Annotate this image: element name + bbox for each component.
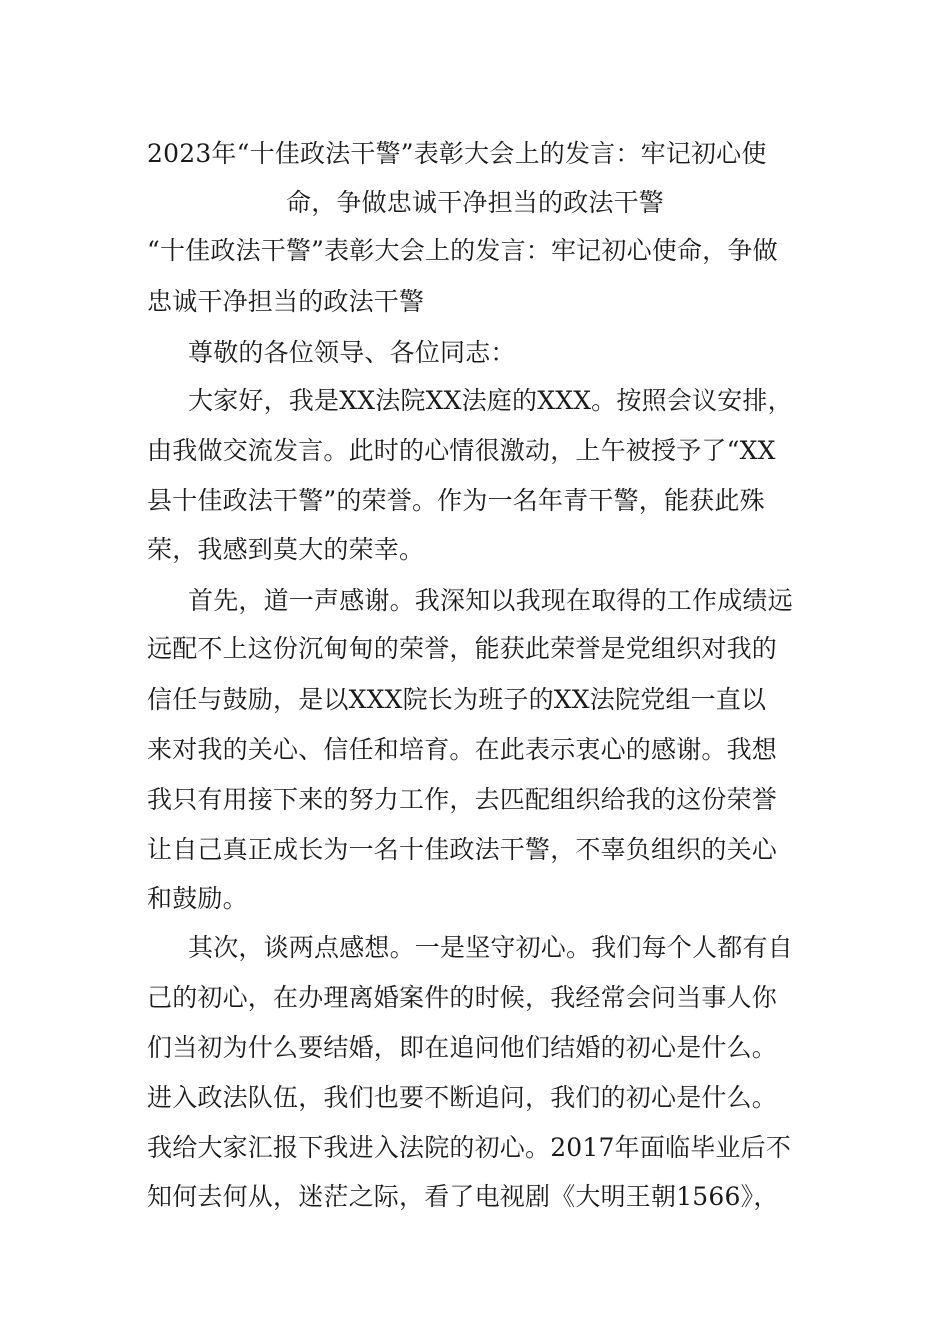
paragraph-3-line-6: 知何去何从，迷茫之际，看了电视剧《大明王朝1566》， — [147, 1182, 779, 1211]
paragraph-3-line-4: 进入政法队伍，我们也要不断追问，我们的初心是什么。 — [147, 1083, 778, 1112]
subtitle-line-1: “十佳政法干警”表彰大会上的发言：牢记初心使命，争做 — [147, 236, 778, 265]
paragraph-2-line-1: 首先，道一声感谢。我深知以我现在取得的工作成绩远 — [188, 586, 793, 615]
paragraph-3-line-3: 们当初为什么要结婚，即在追问他们结婚的初心是什么。 — [147, 1033, 778, 1062]
greeting: 尊敬的各位领导、各位同志： — [188, 338, 516, 367]
paragraph-3-line-2: 己的初心，在办理离婚案件的时候，我经常会问当事人你 — [147, 983, 778, 1012]
document-title-line-2: 命，争做忠诚干净担当的政法干警 — [286, 188, 665, 217]
document-title-line-1: 2023年“十佳政法干警”表彰大会上的发言：牢记初心使 — [147, 139, 767, 168]
paragraph-2-line-7: 和鼓励。 — [147, 884, 248, 913]
paragraph-1-line-2: 由我做交流发言。此时的心情很激动，上午被授予了“XX — [147, 436, 776, 465]
paragraph-2-line-6: 让自己真正成长为一名十佳政法干警，不辜负组织的关心 — [147, 835, 778, 864]
subtitle-line-2: 忠诚干净担当的政法干警 — [147, 287, 425, 316]
paragraph-1-line-3: 县十佳政法干警”的荣誉。作为一名年青干警，能获此殊 — [147, 486, 765, 515]
paragraph-3-line-5: 我给大家汇报下我进入法院的初心。2017年面临毕业后不 — [147, 1133, 792, 1162]
paragraph-2-line-4: 来对我的关心、信任和培育。在此表示衷心的感谢。我想 — [147, 735, 778, 764]
paragraph-2-line-5: 我只有用接下来的努力工作，去匹配组织给我的这份荣誉 — [147, 785, 778, 814]
paragraph-2-line-2: 远配不上这份沉甸甸的荣誉，能获此荣誉是党组织对我的 — [147, 634, 778, 663]
paragraph-2-line-3: 信任与鼓励，是以XXX院长为班子的XX法院党组一直以 — [147, 685, 767, 714]
paragraph-1-line-4: 荣，我感到莫大的荣幸。 — [147, 535, 425, 564]
paragraph-3-line-1: 其次，谈两点感想。一是坚守初心。我们每个人都有自 — [188, 933, 793, 962]
paragraph-1-line-1: 大家好，我是XX法院XX法庭的XXX。按照会议安排， — [188, 386, 793, 415]
